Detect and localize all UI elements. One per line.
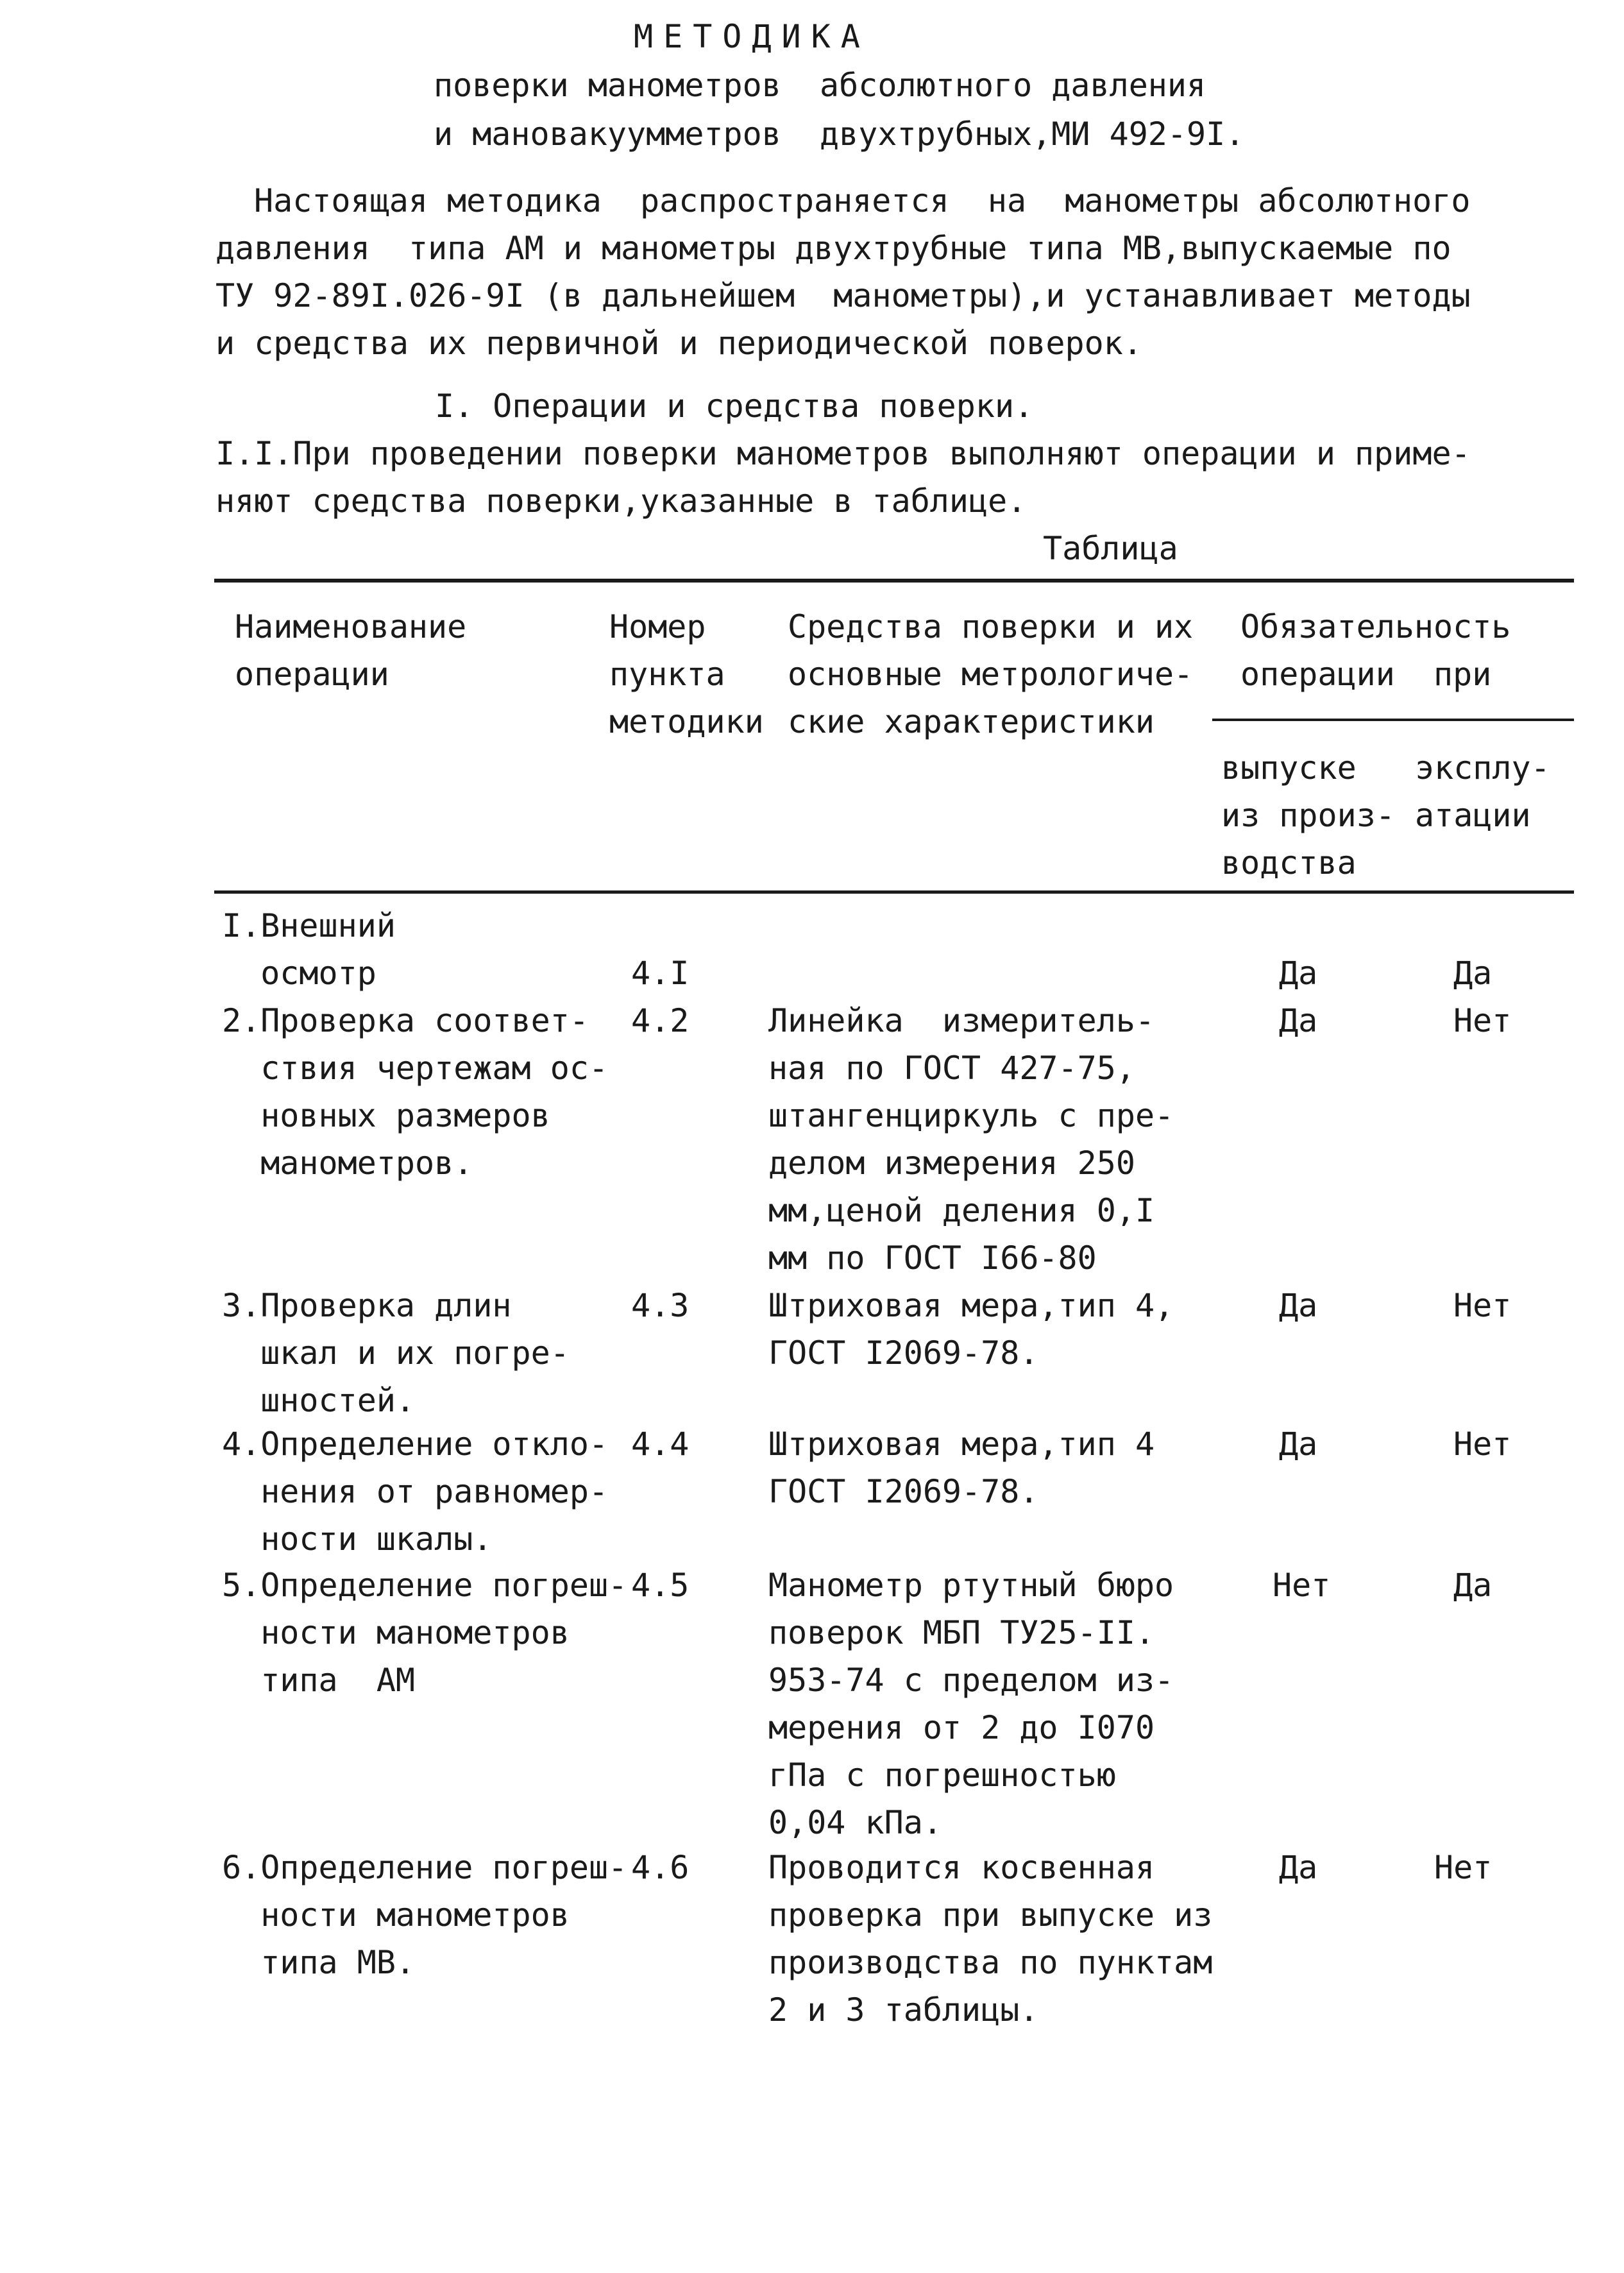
table-label: Таблица (1043, 530, 1178, 567)
row-release-value: Да (1279, 955, 1318, 992)
row-release-value: Да (1279, 1849, 1318, 1886)
header-release-from-production: выпуске из произ- водства (1221, 749, 1395, 881)
row-verification-means: Проводится косвенная проверка при выпуске из производства по пунктам 2 и 3 таблицы. (768, 1849, 1213, 2029)
row-item-number: 4.4 (631, 1426, 689, 1463)
row-operation-value: Да (1453, 955, 1493, 992)
table-top-rule (214, 579, 1574, 583)
row-operation-value: Нет (1453, 1426, 1512, 1463)
intro-line: и средства их первичной и периодической поверок. (216, 325, 1142, 362)
intro-line: ТУ 92-89I.026-9I (в дальнейшем манометры),и устанавливает методы (216, 277, 1471, 314)
row-item-number: 4.6 (631, 1849, 689, 1886)
intro-line: Настоящая методика распространяется на манометры абсолютного (254, 182, 1471, 219)
document-title: МЕТОДИКА (634, 18, 870, 55)
row-item-number: 4.3 (631, 1287, 689, 1324)
row-operation-value: Да (1453, 1567, 1493, 1604)
row-item-number: 4.5 (631, 1567, 689, 1604)
row-operation-value: Нет (1453, 1287, 1512, 1324)
row-operation-name: 3.Проверка длин шкал и их погре- шностей. (222, 1287, 570, 1419)
table-subheader-rule (1212, 719, 1574, 721)
row-operation-name: 5.Определение погреш- ности манометров типа АМ (222, 1567, 628, 1699)
row-verification-means: Штриховая мера,тип 4, ГОСТ I2069-78. (768, 1287, 1174, 1372)
row-operation-value: Нет (1434, 1849, 1493, 1886)
section-heading: I. Операции и средства поверки. (435, 387, 1034, 425)
paragraph-1-1-line: I.I.При проведении поверки манометров выполняют операции и приме- (216, 435, 1471, 472)
row-release-value: Да (1279, 1426, 1318, 1463)
row-operation-name: 4.Определение откло- нения от равномер- ности шкалы. (222, 1426, 609, 1558)
intro-line: давления типа АМ и манометры двухтрубные типа МВ,выпускаемые по (216, 230, 1451, 267)
header-item-number: Номер пункта методики (609, 608, 764, 740)
document-subtitle-line1: поверки манометров абсолютного давления (434, 67, 1206, 104)
row-release-value: Да (1279, 1287, 1318, 1324)
table-header-bottom-rule (214, 890, 1574, 894)
header-obligation: Обязательность операции при (1240, 608, 1511, 693)
row-operation-name: I.Внешний осмотр (222, 907, 396, 992)
header-operation-use: эксплу- атации (1415, 749, 1550, 834)
row-item-number: 4.I (631, 955, 689, 992)
row-operation-value: Нет (1453, 1002, 1512, 1039)
row-operation-name: 2.Проверка соответ- ствия чертежам ос- новных размеров манометров. (222, 1002, 609, 1182)
row-verification-means: Штриховая мера,тип 4 ГОСТ I2069-78. (768, 1426, 1155, 1510)
document-subtitle-line2: и мановакуумметров двухтрубных,МИ 492-9I. (434, 115, 1245, 153)
header-operation-name: Наименование операции (235, 608, 467, 693)
row-release-value: Нет (1273, 1567, 1331, 1604)
row-verification-means: Манометр ртутный бюро поверок МБП ТУ25-II. 953-74 с пределом из- мерения от 2 до I070 гПа с погрешностью 0,04 кПа. (768, 1567, 1174, 1841)
paragraph-1-1-line: няют средства поверки,указанные в таблице. (216, 482, 1027, 520)
row-verification-means: Линейка измеритель- ная по ГОСТ 427-75, штангенциркуль с пре- делом измерения 250 мм,ценой деления 0,I мм по ГОСТ I66-80 (768, 1002, 1174, 1277)
header-verification-means: Средства поверки и их основные метрологиче- ские характеристики (788, 608, 1194, 740)
row-release-value: Да (1279, 1002, 1318, 1039)
row-item-number: 4.2 (631, 1002, 689, 1039)
row-operation-name: 6.Определение погреш- ности манометров типа МВ. (222, 1849, 628, 1981)
